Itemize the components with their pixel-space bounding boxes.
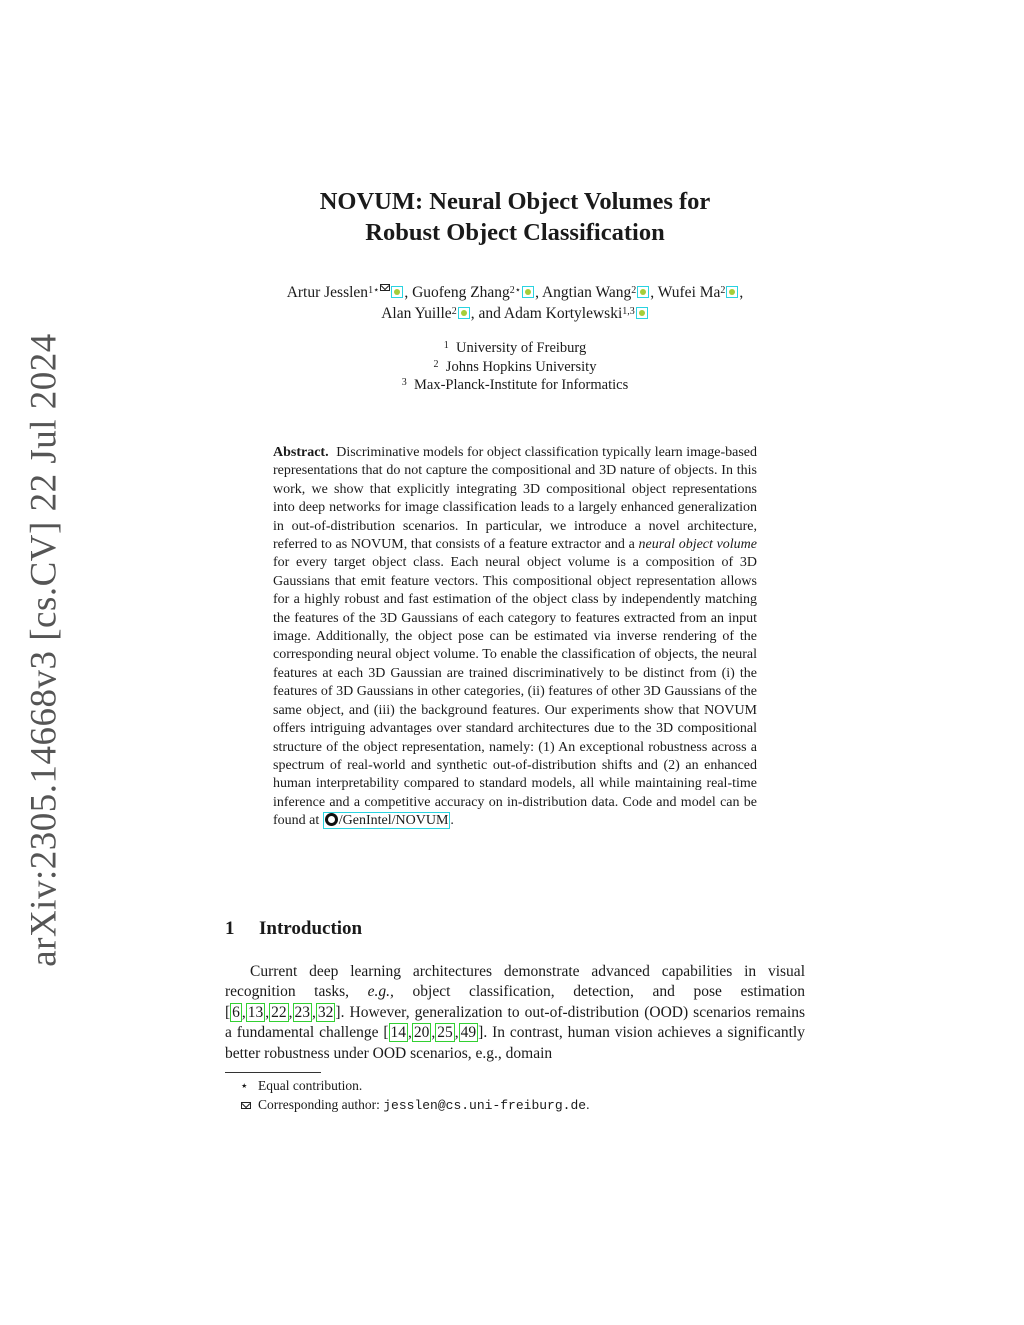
- author-name: Adam Kortylewski: [503, 304, 623, 322]
- citation-link[interactable]: 6: [232, 1003, 240, 1021]
- author-affil-marker: 2: [631, 285, 637, 296]
- author-list: [225, 283, 805, 324]
- footnotes: [240, 1076, 805, 1115]
- author-name: Artur Jesslen: [286, 284, 369, 301]
- author-name: Angtian Wang: [541, 284, 632, 301]
- citation-link[interactable]: 23: [294, 1003, 311, 1021]
- orcid-icon[interactable]: [458, 307, 470, 319]
- citation-link[interactable]: 22: [271, 1003, 287, 1021]
- author-separator: ,: [739, 284, 744, 301]
- author-separator: ,: [535, 284, 539, 301]
- affiliation-item: [225, 339, 805, 358]
- intro-text: ]. However, generalization to out-of-distribution (OOD) scenarios remains a fundamental challenge [: [225, 1003, 805, 1042]
- author-name: Wufei Ma: [657, 284, 721, 301]
- footnote-corresponding: [240, 1095, 805, 1115]
- affiliation-number: 1: [443, 340, 449, 351]
- code-link[interactable]: [323, 812, 451, 829]
- intro-emphasis: e.g.,: [367, 983, 394, 1001]
- abstract: [273, 444, 757, 831]
- section-title: Introduction: [259, 918, 363, 939]
- affiliation-name: University of Freiburg: [456, 340, 587, 356]
- author-line-1: [225, 283, 805, 304]
- author-line-2: [225, 304, 805, 325]
- title-line-1: NOVUM: Neural Object Volumes for: [319, 188, 711, 215]
- affiliation-number: 3: [401, 377, 407, 388]
- abstract-period: .: [450, 813, 454, 829]
- orcid-icon[interactable]: [637, 286, 649, 298]
- author-affil-marker: 1⋆: [368, 285, 380, 296]
- abstract-text: Discriminative models for object classification typically learn image-based representations that do not capture the compositional and 3D nature of objects. In this work, we show that explicitly integrating 3D compositional object representations into deep networks for image classification leads to a largely enhanced generalization in out-of-distribution scenarios. In particular, we introduce a novel architecture, referred to as NOVUM, that consists of a feature extractor and a: [273, 445, 758, 553]
- orcid-icon[interactable]: [522, 286, 534, 298]
- affiliation-list: [225, 339, 805, 395]
- orcid-icon[interactable]: [391, 286, 403, 298]
- citation-link[interactable]: 49: [460, 1024, 477, 1042]
- citation-link[interactable]: 13: [247, 1003, 264, 1021]
- mail-icon: [241, 1102, 251, 1109]
- author-and: and: [478, 304, 501, 322]
- footnote-rule: [225, 1072, 321, 1073]
- author-affil-marker: 1,3: [622, 305, 635, 317]
- footnote-text: Corresponding author:: [258, 1097, 380, 1112]
- author-name: Alan Yuille: [381, 304, 452, 322]
- star-marker: ⋆: [240, 1078, 249, 1093]
- mail-icon: [380, 284, 390, 291]
- orcid-icon[interactable]: [636, 307, 648, 319]
- abstract-emphasis: neural object volume: [638, 537, 758, 553]
- abstract-label: Abstract.: [273, 445, 329, 460]
- footnote-equal: [240, 1076, 805, 1095]
- author-separator: ,: [650, 284, 655, 301]
- intro-text: Current deep learning architectures demonstrate advanced capabilities in visual recognition tasks,: [225, 963, 805, 1001]
- affiliation-name: Johns Hopkins University: [445, 358, 597, 375]
- author-separator: ,: [404, 284, 409, 301]
- orcid-icon[interactable]: [726, 286, 738, 298]
- author-affil-marker: 2⋆: [509, 285, 522, 296]
- intro-paragraph: Current deep learning architectures demonstrate advanced capabilities in visual recognition tasks, e.g., object classification, detection, and pose estimation [ 6 , 13 , 22 , 23 , 32 ]. However, generalization to out-of-distribution (OOD) scenarios remains a fundamental challenge [ 14 , 20 , 25 , 49 ]. In contrast, human vision achieves a significantly better robustness under OOD scenarios, e.g., domain: [225, 963, 806, 1062]
- paper-title: [225, 186, 805, 248]
- intro-text: object classification, detection, and pose estimation [: [225, 983, 806, 1021]
- affiliation-name: Max-Planck-Institute for Informatics: [414, 377, 629, 393]
- section-number: 1: [225, 918, 235, 939]
- citation-link[interactable]: 32: [317, 1003, 334, 1021]
- footnote-period: .: [586, 1097, 590, 1112]
- github-icon: [325, 813, 338, 826]
- author-separator: ,: [470, 304, 475, 322]
- citation-link[interactable]: 25: [437, 1024, 453, 1042]
- author-name: Guofeng Zhang: [412, 284, 510, 301]
- title-line-2: Robust Object Classification: [365, 219, 665, 246]
- citation-link[interactable]: 20: [413, 1024, 430, 1042]
- citation-link[interactable]: 14: [390, 1024, 407, 1042]
- footnote-text: Equal contribution.: [258, 1078, 363, 1093]
- code-link-text: /GenIntel/NOVUM: [338, 813, 449, 829]
- intro-text: ]. In contrast, human vision achieves a significantly better robustness under OOD scenarios, e.g., domain: [225, 1024, 805, 1062]
- section-heading: [225, 918, 362, 940]
- arxiv-stamp: arXiv:2305.14668v3 [cs.CV] 22 Jul 2024: [23, 333, 65, 967]
- author-affil-marker: 2: [720, 285, 726, 296]
- affiliation-item: [225, 376, 805, 395]
- affiliation-number: 2: [433, 358, 439, 370]
- affiliation-item: [225, 358, 805, 377]
- abstract-text: for every target object class. Each neural object volume is a composition of 3D Gaussians that emit feature vectors. This compositional object representation allows for a highly robust and fast estimation of the object class by independently matching the features of the 3D Gaussians of each category to features extracted from an input image. Additionally, the object pose can be estimated via inverse rendering of the corresponding neural object volume. To enable the classification of objects, the neural features at each 3D Gaussian are trained discriminatively to be distinct from (i) the features of 3D Gaussians in other categories, (ii) features of other 3D Gaussians of the same object, and (iii) the background features. Our experiments show that NOVUM offers intriguing advantages over standard architectures due to the 3D compositional structure of the object representation, namely: (1) An exceptional robustness across a spectrum of real-world and synthetic out-of-distribution shifts and (2) an enhanced human interpretability compared to standard models, all while maintaining real-time inference and a competitive accuracy on in-distribution data. Code and model can be found at: [273, 555, 757, 829]
- author-affil-marker: 2: [451, 305, 457, 317]
- email-link[interactable]: jesslen@cs.uni-freiburg.de: [383, 1098, 587, 1113]
